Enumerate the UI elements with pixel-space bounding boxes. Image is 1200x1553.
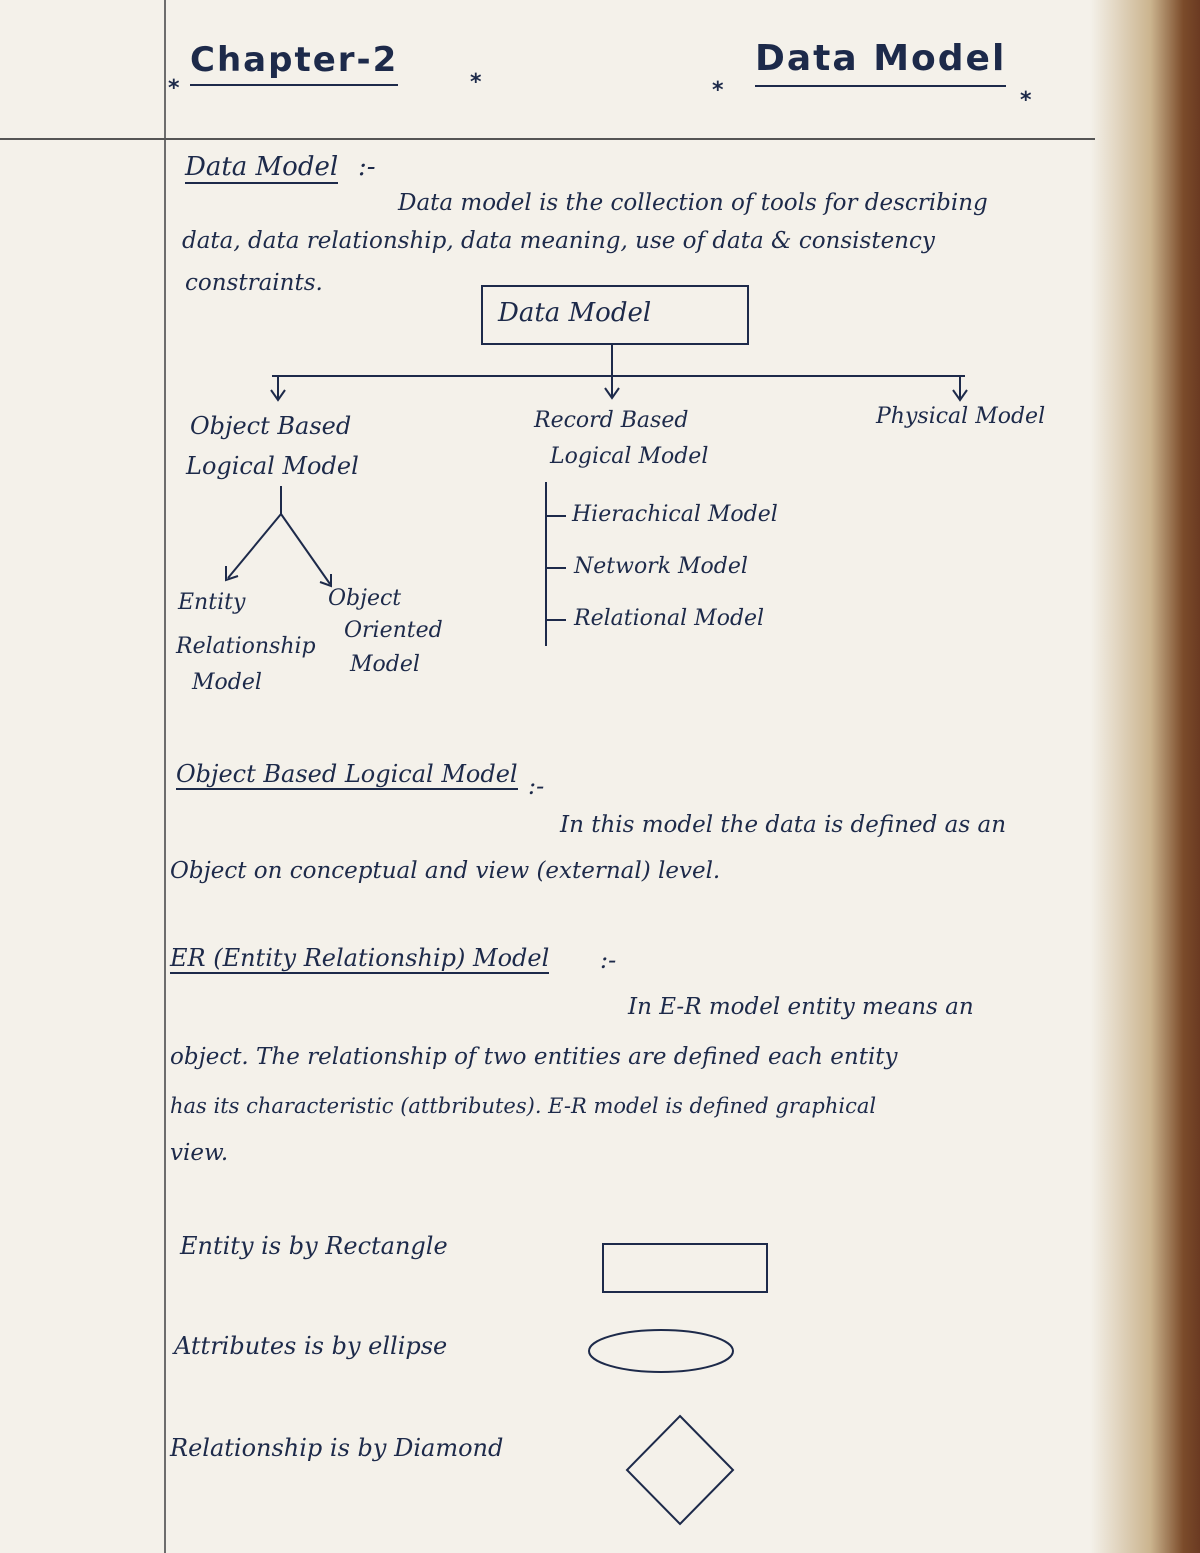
attributes-symbol-label: Attributes is by ellipse bbox=[174, 1332, 448, 1360]
er-model-colon: :- bbox=[600, 946, 617, 974]
entity-symbol-label: Entity is by Rectangle bbox=[180, 1232, 448, 1260]
star-left-2: * bbox=[470, 70, 484, 95]
er-model-line-2: object. The relationship of two entities are defined each entity bbox=[170, 1044, 898, 1070]
oo-label-1: Object bbox=[328, 586, 402, 611]
data-model-line-1: Data model is the collection of tools for describing bbox=[398, 190, 988, 216]
star-right-1: * bbox=[712, 78, 726, 103]
er-label-1: Entity bbox=[178, 590, 246, 615]
oo-label-3: Model bbox=[350, 652, 420, 677]
object-based-heading: Object Based Logical Model bbox=[176, 760, 518, 788]
er-label-2: Relationship bbox=[176, 634, 316, 659]
network-model-label: Network Model bbox=[574, 554, 748, 579]
tree-root: Data Model bbox=[498, 298, 652, 328]
record-based-label-2: Logical Model bbox=[550, 444, 709, 469]
er-model-heading: ER (Entity Relationship) Model bbox=[170, 944, 550, 972]
chapter-heading: Chapter-2 bbox=[190, 40, 398, 86]
data-model-line-2: data, data relationship, data meaning, use of data & consistency bbox=[182, 228, 935, 254]
oo-label-2: Oriented bbox=[344, 618, 443, 643]
relational-model-label: Relational Model bbox=[574, 606, 765, 631]
object-based-label-1: Object Based bbox=[190, 412, 352, 440]
physical-model-label: Physical Model bbox=[876, 404, 1046, 429]
record-based-label-1: Record Based bbox=[534, 408, 689, 433]
object-based-label-2: Logical Model bbox=[186, 452, 359, 480]
er-label-3: Model bbox=[192, 670, 262, 695]
object-based-colon: :- bbox=[528, 772, 545, 800]
star-right-2: * bbox=[1020, 88, 1034, 113]
object-based-line-2: Object on conceptual and view (external) level. bbox=[170, 858, 721, 884]
data-model-heading: Data Model bbox=[185, 152, 339, 182]
data-model-line-3: constraints. bbox=[185, 270, 323, 296]
relationship-symbol-label: Relationship is by Diamond bbox=[170, 1434, 504, 1462]
page-title: Data Model bbox=[755, 38, 1006, 87]
object-based-line-1: In this model the data is defined as an bbox=[560, 812, 1007, 838]
er-model-line-1: In E-R model entity means an bbox=[628, 994, 974, 1020]
er-model-line-3: has its characteristic (attbributes). E-R model is defined graphical bbox=[170, 1094, 877, 1118]
data-model-colon: :- bbox=[358, 152, 376, 182]
hierarchical-model-label: Hierachical Model bbox=[572, 502, 778, 527]
star-left-1: * bbox=[168, 76, 182, 101]
er-model-line-4: view. bbox=[170, 1140, 229, 1166]
